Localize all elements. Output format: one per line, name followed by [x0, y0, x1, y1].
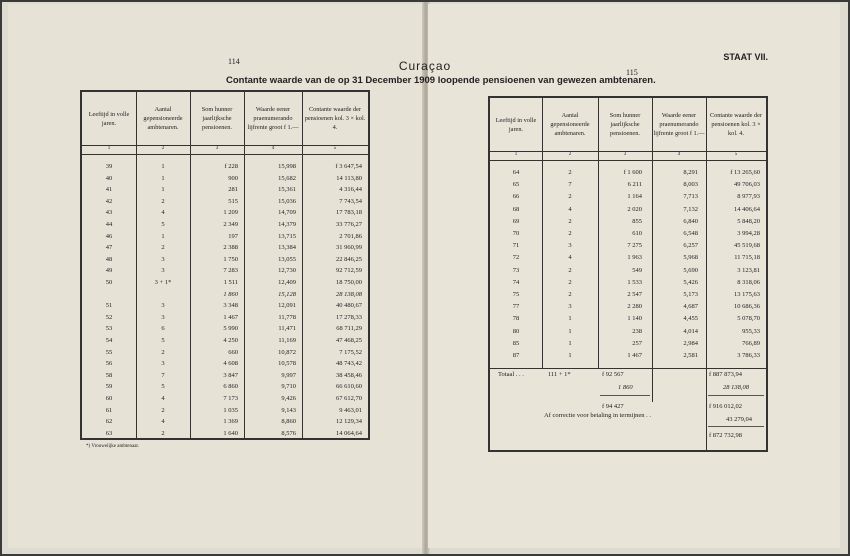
- cell-sum: 549: [632, 266, 642, 274]
- cell-present: 18 750,00: [336, 279, 362, 286]
- cell-value: 5,173: [683, 291, 698, 298]
- cell-present: 5 078,70: [737, 315, 760, 323]
- cell-present: 955,33: [742, 327, 760, 335]
- cell-age: 72: [512, 254, 520, 262]
- cell-age: 47: [105, 244, 113, 252]
- cell-value: 13,715: [278, 232, 296, 240]
- cell-age: 52: [105, 313, 113, 321]
- cell-sum: 1 035: [223, 406, 238, 414]
- cell-count: 3: [568, 303, 572, 311]
- cell-present: 14 064,64: [336, 429, 362, 437]
- cell-value: 2,984: [683, 339, 698, 347]
- colnum: 3: [623, 152, 627, 157]
- cell-sum: 197: [228, 232, 238, 240]
- cell-sum: 1 140: [627, 315, 642, 323]
- final-value: f 872 732,98: [709, 432, 743, 439]
- cell-value: 13,384: [278, 244, 296, 252]
- cell-present: 7 175,52: [339, 348, 362, 356]
- cell-present: 66 610,60: [336, 383, 362, 391]
- cell-count: 5: [161, 383, 165, 391]
- cell-value: 15,361: [278, 186, 296, 194]
- right-pension-table: [488, 96, 768, 452]
- col-divider: [598, 98, 599, 368]
- cell-age: 85: [512, 339, 520, 347]
- left-page-number: 114: [228, 57, 240, 66]
- cell-count: 2: [161, 244, 165, 252]
- cell-age: 49: [105, 267, 113, 275]
- cell-age: 75: [512, 291, 520, 298]
- col-header-value: Waarde eener praenumerando lijfrente groot f 1.—: [653, 112, 705, 137]
- cell-value: 15,998: [278, 163, 296, 170]
- cell-age: 66: [512, 193, 520, 201]
- cell-sum: 7 173: [223, 395, 238, 402]
- cell-count: 2: [568, 230, 572, 237]
- cell-sum: 2 349: [223, 221, 238, 228]
- cell-value: 8,291: [683, 169, 698, 176]
- cell-value: 9,143: [281, 406, 296, 414]
- cell-value: 15,128: [278, 290, 296, 298]
- cell-count: 2: [161, 429, 165, 437]
- totals-present2: 28 138,08: [723, 384, 749, 391]
- cell-present: 8 977,93: [737, 193, 760, 201]
- right-page-number: 115: [626, 68, 638, 77]
- cell-present: 766,89: [742, 339, 760, 347]
- cell-age: 42: [105, 197, 113, 205]
- cell-count: 5: [161, 337, 165, 344]
- cell-count: 2: [568, 291, 572, 298]
- cell-sum: 1 511: [223, 279, 238, 286]
- cell-present: 12 129,34: [336, 418, 362, 426]
- colnum: 3: [215, 146, 219, 151]
- cell-value: 4,455: [683, 315, 698, 323]
- cell-count: 2: [568, 266, 572, 274]
- cell-present: 11 715,18: [734, 254, 760, 262]
- cell-sum: 1 369: [223, 418, 238, 426]
- cell-age: 69: [512, 217, 520, 225]
- cell-value: 11,471: [278, 325, 296, 333]
- cell-present: 47 468,25: [336, 337, 362, 344]
- col-header-count: Aantal gepensioneerde ambtenaren.: [143, 106, 183, 131]
- cell-sum: 1 467: [627, 352, 642, 359]
- col-header-value: Waarde eener praenumerando lijfrente groot f 1.—: [247, 106, 299, 131]
- cell-count: 1: [161, 163, 165, 170]
- left-table-header: [82, 92, 368, 146]
- cell-present: f 3 647,54: [335, 163, 362, 170]
- cell-value: 4,014: [683, 327, 698, 335]
- page-title: Curaçao: [398, 59, 452, 73]
- cell-age: 87: [512, 352, 520, 359]
- cell-present: 40 480,67: [336, 302, 362, 310]
- correction-value: 43 279,04: [726, 416, 752, 423]
- cell-count: 3: [161, 313, 165, 321]
- col-header-present: Contante waarde der pensioenen kol. 3 × kol. 4.: [709, 112, 763, 137]
- totals-present-total: f 916 012,02: [709, 403, 743, 410]
- cell-value: 14,709: [278, 209, 296, 217]
- cell-age: 46: [105, 232, 113, 240]
- col-divider: [652, 98, 653, 402]
- cell-value: 11,169: [278, 337, 296, 344]
- cell-present: f 13 265,60: [730, 169, 760, 176]
- cell-value: 5,690: [683, 266, 698, 274]
- cell-present: 38 458,46: [336, 371, 362, 379]
- cell-value: 12,409: [278, 279, 296, 286]
- colnum: 4: [677, 152, 681, 157]
- cell-present: 48 743,42: [336, 360, 362, 368]
- cell-count: 4: [161, 209, 165, 217]
- right-colnum-row: [490, 151, 766, 161]
- cell-age: 44: [105, 221, 113, 228]
- cell-value: 10,872: [278, 348, 296, 356]
- cell-age: 54: [105, 337, 113, 344]
- cell-count: 2: [161, 197, 165, 205]
- colnum: 4: [271, 146, 275, 151]
- col-header-age: Leeftijd in volle jaren.: [88, 110, 130, 127]
- cell-value: 7,132: [683, 205, 698, 213]
- cell-age: 56: [105, 360, 113, 368]
- cell-sum: 1 750: [223, 255, 238, 263]
- cell-count: 3: [161, 267, 165, 275]
- cell-age: 64: [512, 169, 520, 176]
- cell-count: 2: [568, 169, 572, 176]
- col-header-present: Contante waarde der pensioenen kol. 3 × kol. 4.: [304, 106, 366, 131]
- cell-present: 14 113,80: [336, 174, 362, 182]
- cell-age: 80: [512, 327, 520, 335]
- cell-count: 4: [161, 395, 165, 402]
- left-pension-table: [80, 90, 370, 440]
- cell-present: 3 123,81: [737, 266, 760, 274]
- col-divider: [190, 92, 191, 438]
- cell-value: 10,578: [278, 360, 296, 368]
- cell-sum: 3 847: [223, 371, 238, 379]
- cell-count: 2: [568, 217, 572, 225]
- cell-present: 14 406,64: [734, 205, 760, 213]
- cell-age: 39: [105, 163, 113, 170]
- col-header-sum: Som hunner jaarlijksche pensioenen.: [609, 112, 641, 137]
- left-colnum-row: [82, 145, 368, 155]
- cell-count: 3: [161, 360, 165, 368]
- cell-count: 7: [568, 181, 572, 189]
- cell-age: 59: [105, 383, 113, 391]
- cell-value: 7,713: [683, 193, 698, 201]
- cell-count: 2: [568, 278, 572, 286]
- cell-count: 7: [161, 371, 165, 379]
- cell-value: 12,730: [278, 267, 296, 275]
- col-divider: [244, 92, 245, 438]
- cell-value: 6,548: [683, 230, 698, 237]
- cell-age: 71: [512, 242, 520, 250]
- cell-count: 2: [161, 406, 165, 414]
- cell-present: 45 519,68: [734, 242, 760, 250]
- cell-count: 2: [161, 348, 165, 356]
- cell-count: 1: [568, 339, 572, 347]
- cell-sum: 855: [632, 217, 642, 225]
- cell-sum: 7 283: [223, 267, 238, 275]
- cell-sum: 238: [632, 327, 642, 335]
- cell-count: 3: [161, 302, 165, 310]
- cell-count: 3 + 1*: [154, 279, 172, 286]
- cell-present: 28 138,08: [336, 290, 362, 298]
- cell-value: 4,687: [683, 303, 698, 311]
- cell-sum: 1 860: [223, 290, 238, 298]
- cell-value: 9,997: [281, 371, 296, 379]
- colnum: 1: [107, 146, 111, 151]
- cell-value: 14,379: [278, 221, 296, 228]
- correction-label: Af correctie voor betaling in termijnen . .: [544, 412, 652, 419]
- page-subtitle: Contante waarde van de op 31 December 1909 loopende pensioenen van gewezen ambtenaren.: [226, 75, 656, 86]
- cell-value: 8,860: [281, 418, 296, 426]
- cell-sum: 6 860: [223, 383, 238, 391]
- cell-age: 55: [105, 348, 113, 356]
- cell-value: 5,426: [683, 278, 698, 286]
- cell-sum: 610: [632, 230, 642, 237]
- cell-value: 9,426: [281, 395, 296, 402]
- footnote: *) Vrouwelijke ambtenaar.: [86, 444, 140, 449]
- cell-age: 41: [105, 186, 113, 194]
- cell-value: 5,968: [683, 254, 698, 262]
- cell-sum: 2 547: [627, 291, 642, 298]
- col-header-age: Leeftijd in volle jaren.: [495, 116, 537, 133]
- cell-sum: 1 533: [627, 278, 642, 286]
- cell-value: 6,840: [683, 217, 698, 225]
- cell-sum: 2 280: [627, 303, 642, 311]
- cell-sum: 2 388: [223, 244, 238, 252]
- cell-sum: 7 275: [627, 242, 642, 250]
- totals-sum2: 1 860: [618, 384, 633, 391]
- col-divider: [302, 92, 303, 438]
- cell-sum: f 1 600: [623, 169, 642, 176]
- cell-count: 5: [161, 221, 165, 228]
- cell-sum: 515: [228, 197, 238, 205]
- cell-sum: 1 209: [223, 209, 238, 217]
- cell-sum: 1 640: [223, 429, 238, 437]
- colnum: 1: [514, 152, 518, 157]
- cell-count: 4: [568, 205, 572, 213]
- cell-present: 22 846,25: [336, 255, 362, 263]
- cell-present: 8 318,06: [737, 278, 760, 286]
- cell-age: 43: [105, 209, 113, 217]
- cell-count: 2: [568, 193, 572, 201]
- cell-present: 67 612,70: [336, 395, 362, 402]
- cell-age: 61: [105, 406, 113, 414]
- cell-value: 12,091: [278, 302, 296, 310]
- cell-age: 70: [512, 230, 520, 237]
- cell-present: 5 848,20: [737, 217, 760, 225]
- cell-value: 8,576: [281, 429, 296, 437]
- cell-present: 10 686,36: [734, 303, 760, 311]
- cell-sum: 1 164: [627, 193, 642, 201]
- cell-present: 7 743,54: [339, 197, 362, 205]
- cell-age: 78: [512, 315, 520, 323]
- cell-count: 4: [161, 418, 165, 426]
- colnum: 2: [568, 152, 572, 157]
- cell-sum: 281: [228, 186, 238, 194]
- sum-rule: [600, 395, 650, 396]
- cell-sum: 3 348: [223, 302, 238, 310]
- cell-sum: f 228: [224, 163, 238, 170]
- cell-sum: 6 211: [627, 181, 642, 189]
- cell-count: 1: [161, 186, 165, 194]
- col-header-count: Aantal gepensioneerde ambtenaren.: [550, 112, 590, 137]
- colnum: 2: [161, 146, 165, 151]
- cell-value: 8,003: [683, 181, 698, 189]
- cell-count: 6: [161, 325, 165, 333]
- totals-label: Totaal . . .: [498, 371, 524, 378]
- cell-present: 33 776,27: [336, 221, 362, 228]
- cell-age: 48: [105, 255, 113, 263]
- cell-sum: 5 990: [223, 325, 238, 333]
- cell-age: 77: [512, 303, 520, 311]
- cell-present: 49 706,03: [734, 181, 760, 189]
- cell-age: 50: [105, 279, 113, 286]
- cell-present: 9 463,01: [339, 406, 362, 414]
- present-rule: [708, 395, 764, 396]
- cell-sum: 257: [632, 339, 642, 347]
- cell-age: 53: [105, 325, 113, 333]
- cell-sum: 660: [228, 348, 238, 356]
- cell-sum: 900: [228, 174, 238, 182]
- col-header-sum: Som hunner jaarlijksche pensioenen.: [201, 106, 233, 131]
- cell-present: 31 960,99: [336, 244, 362, 252]
- totals-divider: [490, 368, 766, 369]
- cell-age: 74: [512, 278, 520, 286]
- right-table-header: [490, 98, 766, 152]
- cell-value: 11,778: [278, 313, 296, 321]
- cell-age: 40: [105, 174, 113, 182]
- cell-age: 65: [512, 181, 520, 189]
- cell-count: 1: [568, 315, 572, 323]
- cell-sum: 1 467: [223, 313, 238, 321]
- cell-sum: 4 608: [223, 360, 238, 368]
- cell-age: 62: [105, 418, 113, 426]
- cell-count: 3: [161, 255, 165, 263]
- cell-present: 2 701,86: [339, 232, 362, 240]
- cell-age: 73: [512, 266, 520, 274]
- cell-age: 60: [105, 395, 113, 402]
- cell-count: 3: [568, 242, 572, 250]
- cell-present: 17 278,33: [336, 313, 362, 321]
- cell-present: 4 316,44: [339, 186, 362, 194]
- cell-present: 3 994,28: [737, 230, 760, 237]
- totals-count: 111 + 1*: [548, 371, 571, 378]
- colnum: 5: [734, 152, 738, 157]
- cell-value: 15,682: [278, 174, 296, 182]
- cell-count: 4: [568, 254, 572, 262]
- col-divider: [706, 98, 707, 450]
- cell-value: 2,581: [683, 352, 698, 359]
- cell-present: 17 783,18: [336, 209, 362, 217]
- cell-age: 58: [105, 371, 113, 379]
- cell-count: 1: [161, 174, 165, 182]
- cell-value: 15,036: [278, 197, 296, 205]
- cell-value: 13,055: [278, 255, 296, 263]
- cell-count: 1: [161, 232, 165, 240]
- cell-present: 68 711,29: [336, 325, 362, 333]
- totals-sum1: f 92 567: [602, 371, 624, 378]
- cell-age: 63: [105, 429, 113, 437]
- cell-present: 13 175,63: [734, 291, 760, 298]
- cell-present: 92 712,59: [336, 267, 362, 275]
- cell-present: 3 786,33: [737, 352, 760, 359]
- cell-value: 6,257: [683, 242, 698, 250]
- cell-sum: 1 963: [627, 254, 642, 262]
- cell-value: 9,710: [281, 383, 296, 391]
- cell-sum: 4 250: [223, 337, 238, 344]
- totals-sum-total: f 94 427: [602, 403, 624, 410]
- cell-count: 1: [568, 352, 572, 359]
- cell-age: 51: [105, 302, 113, 310]
- colnum: 5: [333, 146, 337, 151]
- staat-label: STAAT VII.: [723, 52, 768, 62]
- final-rule: [708, 426, 764, 427]
- cell-count: 1: [568, 327, 572, 335]
- cell-age: 68: [512, 205, 520, 213]
- totals-present1: f 887 873,94: [709, 371, 743, 378]
- cell-sum: 2 020: [627, 205, 642, 213]
